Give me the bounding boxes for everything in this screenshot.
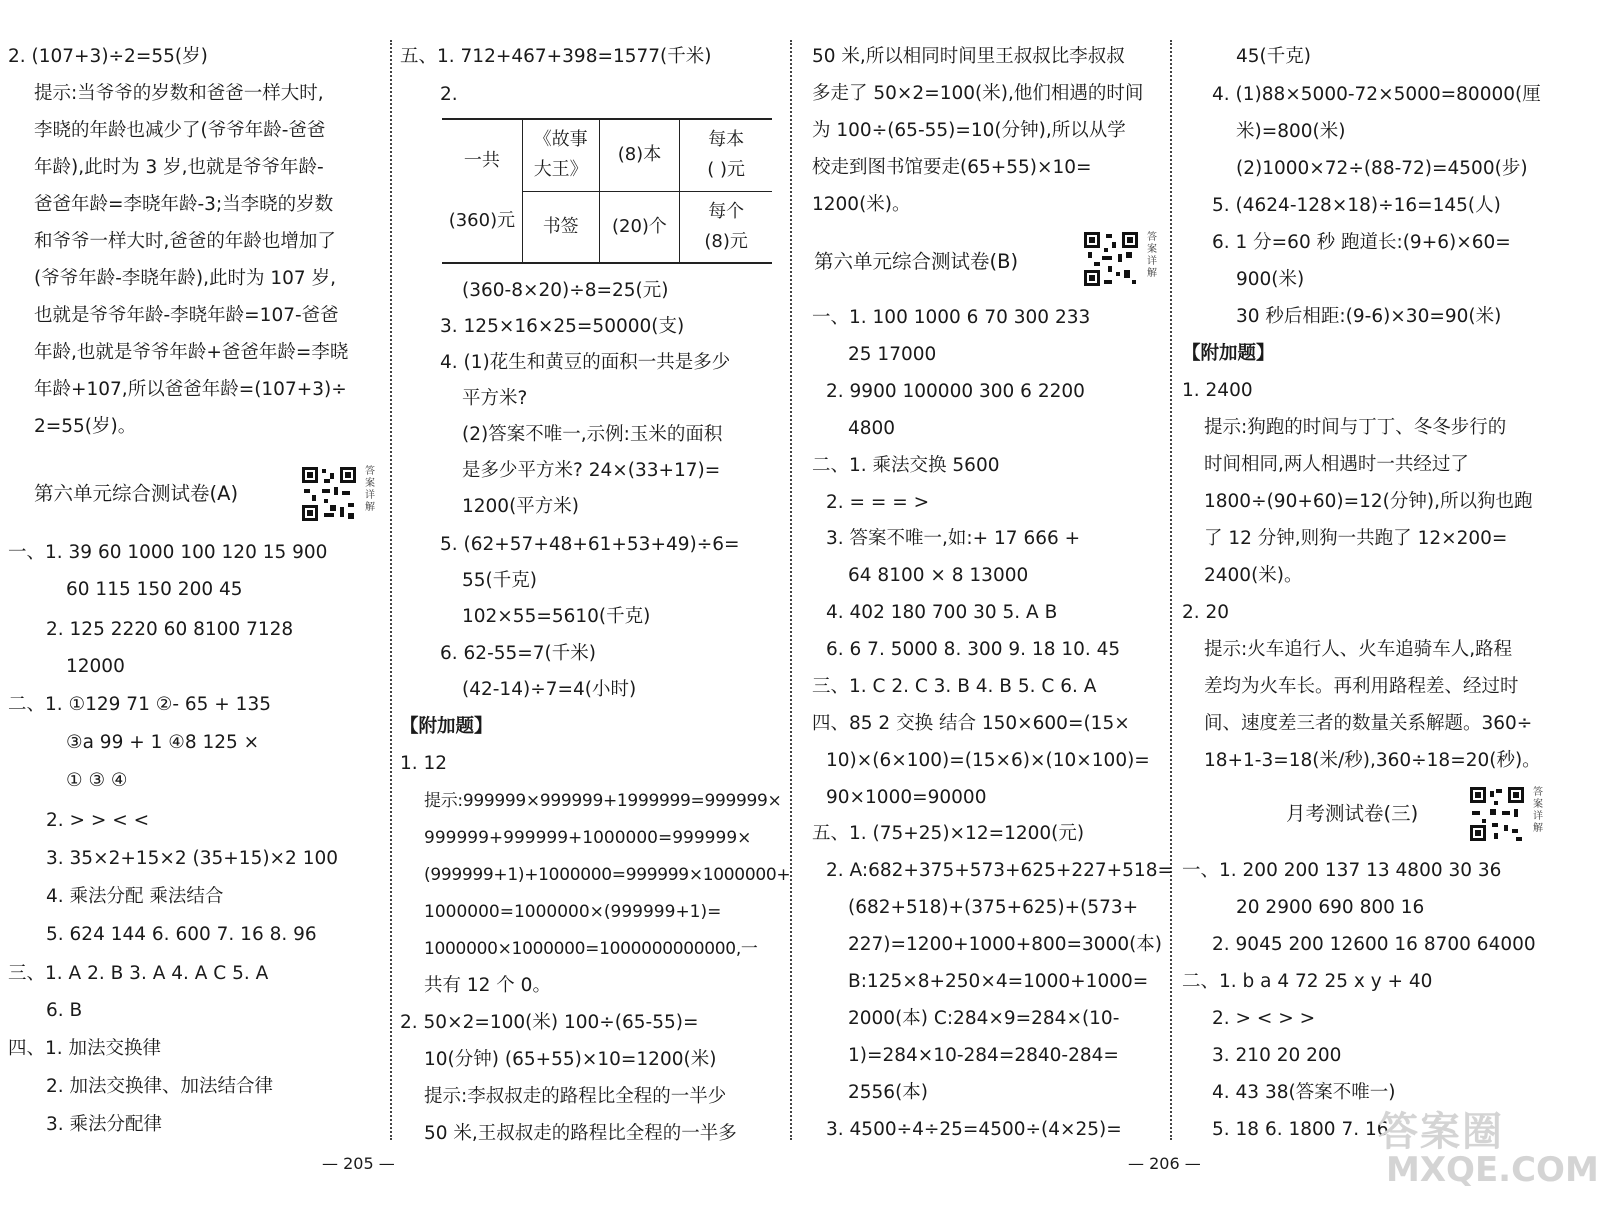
- answer-line: 2. A:682+375+573+625+227+518=: [826, 860, 1173, 881]
- answer-line: 2.: [440, 84, 458, 105]
- hint-line: (999999+1)+1000000=999999×1000000+: [424, 865, 791, 885]
- hint-line: 1800÷(90+60)=12(分钟),所以狗也跑: [1204, 491, 1533, 512]
- answer-line: 1)=284×10-284=2840-284=: [848, 1045, 1119, 1066]
- text-line: 2. (107+3)÷2=55(岁): [8, 46, 208, 67]
- answer-line: 是多少平方米? 24×(33+17)=: [462, 460, 721, 481]
- qr-caption: 答案详解: [365, 466, 375, 513]
- answer-line: 四、1. 加法交换律: [8, 1038, 162, 1059]
- section-heading: 月考测试卷(三): [1286, 802, 1419, 825]
- total-cell: [442, 119, 522, 263]
- answer-line: 二、1. b a 4 72 25 x y + 40: [1182, 971, 1433, 992]
- answer-line: ③a 99 + 1 ④8 125 ×: [66, 732, 260, 753]
- book-name-line: 《故事: [533, 129, 588, 151]
- column-divider: [790, 40, 792, 1140]
- hint-line: 共有 12 个 0。: [424, 975, 551, 996]
- answer-line: 6. 6 7. 5000 8. 300 9. 18 10. 45: [826, 639, 1121, 660]
- answer-line: 一、1. 39 60 1000 100 120 15 900: [8, 542, 328, 563]
- page-number-right: — 206 —: [1128, 1154, 1201, 1173]
- text-line: 2=55(岁)。: [34, 416, 137, 437]
- watermark-url: MXQE.COM: [1386, 1150, 1599, 1190]
- bonus-heading: 【附加题】: [400, 716, 493, 737]
- answer-line: (682+518)+(375+625)+(573+: [848, 897, 1139, 918]
- answer-line: 2. = = = >: [826, 492, 930, 513]
- text-line: 年龄),此时为 3 岁,也就是爷爷年龄-: [34, 157, 324, 178]
- answer-line: 四、85 2 交换 结合 150×600=(15×: [812, 713, 1130, 734]
- qr-code-icon: [1468, 785, 1526, 843]
- answer-line: (42-14)÷7=4(小时): [462, 679, 637, 700]
- answer-line: 5. 624 144 6. 600 7. 16 8. 96: [46, 924, 317, 945]
- total-label: 一共: [463, 150, 500, 171]
- hint-line: 为 100÷(65-55)=10(分钟),所以从学: [812, 120, 1126, 141]
- answer-line: 2. 9900 100000 300 6 2200: [826, 381, 1085, 402]
- answer-line: 1. 12: [400, 753, 448, 774]
- bonus-heading: 【附加题】: [1182, 343, 1275, 364]
- answer-line: ① ③ ④: [66, 770, 128, 791]
- answer-line: B:125×8+250×4=1000+1000=: [848, 971, 1149, 992]
- price-label: 每个: [708, 200, 745, 222]
- hint-line: 了 12 分钟,则狗一共跑了 12×200=: [1204, 528, 1508, 549]
- text-line: 提示:当爷爷的岁数和爸爸一样大时,: [34, 83, 324, 104]
- answer-line: 4800: [848, 418, 896, 439]
- answer-line: 二、1. 乘法交换 5600: [812, 455, 1000, 476]
- item2-price-cell: [680, 191, 772, 263]
- answer-line: 3. 35×2+15×2 (35+15)×2 100: [46, 848, 339, 869]
- answer-line: 60 115 150 200 45: [66, 579, 243, 600]
- answer-line: 12000: [66, 656, 125, 677]
- answer-line: 4. 402 180 700 30 5. A B: [826, 602, 1058, 623]
- answer-line: 2556(本): [848, 1082, 929, 1103]
- hint-line: 提示:火车追行人、火车追骑车人,路程: [1204, 639, 1513, 660]
- hint-line: 时间相同,两人相遇时一共经过了: [1204, 454, 1469, 475]
- answer-line: 5. 18 6. 1800 7. 16: [1212, 1119, 1389, 1140]
- item2-name-cell: 书签: [522, 191, 599, 263]
- hint-line: 1200(米)。: [812, 194, 911, 215]
- answer-line: 2. 9045 200 12600 16 8700 64000: [1212, 934, 1536, 955]
- qr-code-icon: [300, 465, 358, 523]
- answer-line: 三、1. A 2. B 3. A 4. A C 5. A: [8, 963, 269, 984]
- qr-caption: 答案详解: [1533, 787, 1543, 834]
- answer-line: 30 秒后相距:(9-6)×30=90(米): [1236, 306, 1502, 327]
- answer-line: 45(千克): [1236, 46, 1311, 67]
- shopping-table: [442, 118, 772, 264]
- answer-line: 一、1. 200 200 137 13 4800 30 36: [1182, 860, 1502, 881]
- answer-line: 4. 43 38(答案不唯一): [1212, 1082, 1396, 1103]
- answer-line: 2. > > < <: [46, 810, 150, 831]
- hint-line: 提示:999999×999999+1999999=999999×: [424, 791, 782, 811]
- qr-code-icon: [1082, 230, 1140, 288]
- answer-line: 900(米): [1236, 269, 1305, 290]
- hint-line: 50 米,所以相同时间里王叔叔比李叔叔: [812, 46, 1125, 67]
- hint-line: 50 米,王叔叔走的路程比全程的一半多: [424, 1123, 737, 1144]
- hint-line: 999999+999999+1000000=999999×: [424, 828, 752, 848]
- answer-line: 227)=1200+1000+800=3000(本): [848, 934, 1163, 955]
- item2-qty-cell: (20)个: [599, 191, 680, 263]
- section-heading: 第六单元综合测试卷(B): [814, 250, 1019, 273]
- answer-line: (2)1000×72÷(88-72)=4500(步): [1236, 158, 1528, 179]
- answer-line: 6. 62-55=7(千米): [440, 643, 596, 664]
- hint-line: 2400(米)。: [1204, 565, 1303, 586]
- answer-line: 米)=800(米): [1236, 121, 1346, 142]
- answer-line: 2. 加法交换律、加法结合律: [46, 1076, 274, 1097]
- hint-line: 提示:狗跑的时间与丁丁、冬冬步行的: [1204, 417, 1507, 438]
- answer-line: 2. > < > >: [1212, 1008, 1316, 1029]
- column-divider: [390, 40, 392, 1140]
- qr-caption: 答案详解: [1147, 232, 1157, 279]
- answer-line: 55(千克): [462, 570, 537, 591]
- page-number-left: — 205 —: [322, 1154, 395, 1173]
- answer-line: 2. 125 2220 60 8100 7128: [46, 619, 294, 640]
- hint-line: 间、速度差三者的数量关系解题。360÷: [1204, 713, 1533, 734]
- answer-line: 25 17000: [848, 344, 937, 365]
- answer-line: (360-8×20)÷8=25(元): [462, 280, 669, 301]
- book-qty-cell: (8)本: [599, 119, 680, 191]
- price-value: ( )元: [707, 159, 746, 181]
- answer-line: 三、1. C 2. C 3. B 4. B 5. C 6. A: [812, 676, 1097, 697]
- answer-line: (2)答案不唯一,示例:玉米的面积: [462, 424, 723, 445]
- answer-line: 一、1. 100 1000 6 70 300 233: [812, 307, 1091, 328]
- answer-line: 3. 125×16×25=50000(支): [440, 316, 685, 337]
- text-line: 爸爸年龄=李晓年龄-3;当李晓的岁数: [34, 194, 334, 215]
- answer-line: 10)×(6×100)=(15×6)×(10×100)=: [826, 750, 1150, 771]
- answer-line: 10(分钟) (65+55)×10=1200(米): [424, 1049, 717, 1070]
- answer-line: 五、1. (75+25)×12=1200(元): [812, 823, 1085, 844]
- answer-line: 1200(平方米): [462, 496, 580, 517]
- answer-line: 4. (1)花生和黄豆的面积一共是多少: [440, 352, 731, 373]
- answer-line: 2000(本) C:284×9=284×(10-: [848, 1008, 1120, 1029]
- answer-line: 102×55=5610(千克): [462, 606, 651, 627]
- watermark-logo: 答案圈: [1378, 1109, 1504, 1155]
- hint-line: 18+1-3=18(米/秒),360÷18=20(秒)。: [1204, 750, 1541, 771]
- hint-line: 差均为火车长。再利用路程差、经过时: [1204, 676, 1519, 697]
- answer-line: 5. (4624-128×18)÷16=145(人): [1212, 195, 1501, 216]
- price-label: 每本: [708, 129, 745, 151]
- hint-line: 校走到图书馆要走(65+55)×10=: [812, 157, 1092, 178]
- text-line: 李晓的年龄也减少了(爷爷年龄-爸爸: [34, 120, 326, 141]
- answer-line: 2. 20: [1182, 602, 1230, 623]
- text-line: 也就是爷爷年龄-李晓年龄=107-爸爸: [34, 305, 339, 326]
- answer-line: 平方米?: [462, 388, 528, 409]
- total-value: (360)元: [448, 210, 516, 231]
- answer-line: 二、1. ①129 71 ②- 65 + 135: [8, 694, 271, 715]
- section-heading: 第六单元综合测试卷(A): [34, 482, 239, 505]
- price-value: (8)元: [704, 230, 748, 252]
- answer-line: 6. 1 分=60 秒 跑道长:(9+6)×60=: [1212, 232, 1511, 253]
- hint-line: 提示:李叔叔走的路程比全程的一半少: [424, 1086, 727, 1107]
- answer-line: 6. B: [46, 1000, 83, 1021]
- hint-line: 1000000=1000000×(999999+1)=: [424, 902, 722, 922]
- text-line: 年龄+107,所以爸爸年龄=(107+3)÷: [34, 379, 347, 400]
- answer-line: 20 2900 690 800 16: [1236, 897, 1425, 918]
- book-name-cell: [522, 119, 599, 191]
- answer-line: 五、1. 712+467+398=1577(千米): [400, 46, 712, 67]
- book-price-cell: [680, 119, 772, 191]
- column-divider: [1170, 40, 1172, 1140]
- answer-line: 1. 2400: [1182, 380, 1253, 401]
- text-line: 和爷爷一样大时,爸爸的年龄也增加了: [34, 231, 336, 252]
- text-line: (爷爷年龄-李晓年龄),此时为 107 岁,: [34, 268, 336, 289]
- answer-line: 64 8100 × 8 13000: [848, 565, 1029, 586]
- answer-line: 4. (1)88×5000-72×5000=80000(厘: [1212, 84, 1541, 105]
- answer-line: 3. 乘法分配律: [46, 1114, 163, 1135]
- answer-line: 3. 4500÷4÷25=4500÷(4×25)=: [826, 1119, 1122, 1140]
- answer-line: 4. 乘法分配 乘法结合: [46, 886, 224, 907]
- text-line: 年龄,也就是爷爷年龄+爸爸年龄=李晓: [34, 342, 349, 363]
- hint-line: 1000000×1000000=1000000000000,一: [424, 939, 758, 959]
- answer-line: 90×1000=90000: [826, 787, 987, 808]
- answer-line: 5. (62+57+48+61+53+49)÷6=: [440, 534, 740, 555]
- book-name-line: 大王》: [533, 159, 588, 181]
- answer-line: 3. 答案不唯一,如:+ 17 666 +: [826, 528, 1081, 549]
- hint-line: 多走了 50×2=100(米),他们相遇的时间: [812, 83, 1144, 104]
- answer-line: 3. 210 20 200: [1212, 1045, 1342, 1066]
- answer-line: 2. 50×2=100(米) 100÷(65-55)=: [400, 1012, 699, 1033]
